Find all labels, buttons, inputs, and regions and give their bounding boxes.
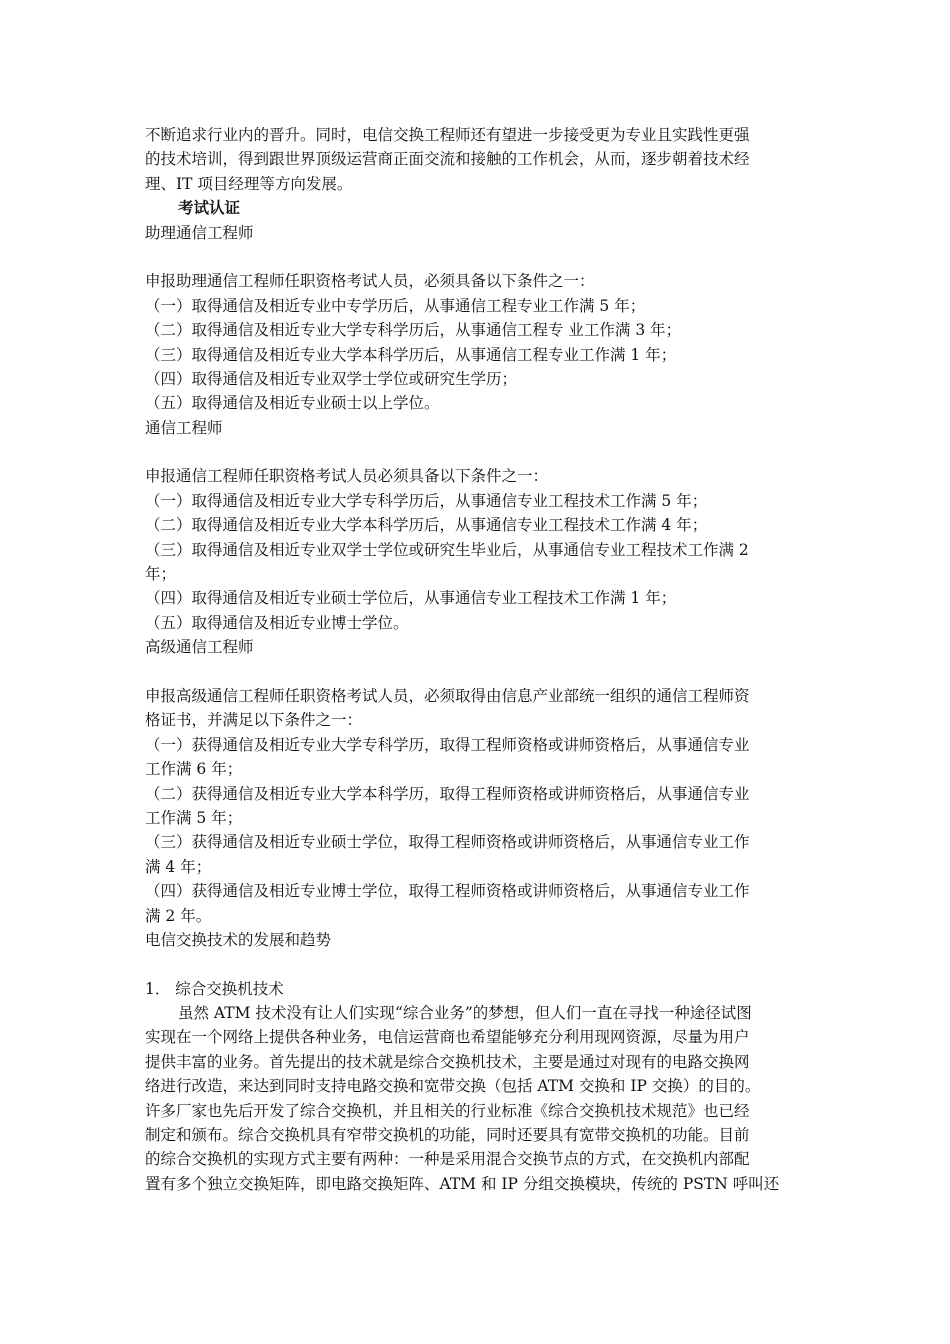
requirement-item: 工作满 6 年； bbox=[145, 760, 243, 779]
requirement-item: （四）取得通信及相近专业硕士学位后，从事通信专业工程技术工作满 1 年； bbox=[145, 589, 677, 608]
section-heading-certification: 考试认证 bbox=[178, 198, 241, 218]
requirement-item: 工作满 5 年； bbox=[145, 808, 243, 827]
subsection-title-assistant: 助理通信工程师 bbox=[145, 223, 254, 242]
spacer bbox=[145, 245, 807, 269]
spacer bbox=[145, 440, 807, 464]
body-text-line: 的技术培训，得到跟世界顶级运营商正面交流和接触的工作机会，从而，逐步朝着技术经 bbox=[145, 150, 750, 169]
body-text-line: 络进行改造，来达到同时支持电路交换和宽带交换（包括 ATM 交换和 IP 交换）的目的。 bbox=[145, 1077, 761, 1096]
requirement-item: （二）取得通信及相近专业大学专科学历后，从事通信工程专 业工作满 3 年； bbox=[145, 321, 682, 340]
body-text-line: 置有多个独立交换矩阵，即电路交换矩阵、ATM 和 IP 分组交换模块，传统的 PSTN 呼叫还 bbox=[145, 1174, 780, 1193]
requirement-item: （一）获得通信及相近专业大学专科学历，取得工程师资格或讲师资格后，从事通信专业 bbox=[145, 735, 750, 754]
body-text-line: 不断追求行业内的晋升。同时，电信交换工程师还有望进一步接受更为专业且实践性更强 bbox=[145, 126, 750, 144]
requirement-item: （三）取得通信及相近专业大学本科学历后，从事通信工程专业工作满 1 年； bbox=[145, 345, 677, 364]
requirement-item: （五）取得通信及相近专业硕士以上学位。 bbox=[145, 394, 440, 413]
body-text-line: 许多厂家也先后开发了综合交换机，并且相关的行业标准《综合交换机技术规范》也已经 bbox=[145, 1101, 750, 1120]
requirement-item: （五）取得通信及相近专业博士学位。 bbox=[145, 613, 409, 632]
requirement-item: 满 4 年； bbox=[145, 857, 212, 876]
requirements-lead: 申报高级通信工程师任职资格考试人员，必须取得由信息产业部统一组织的通信工程师资 bbox=[145, 686, 750, 705]
body-text-line: 虽然 ATM 技术没有让人们实现“综合业务”的梦想，但人们一直在寻找一种途径试图 bbox=[178, 1004, 752, 1023]
subsection-title-senior: 高级通信工程师 bbox=[145, 638, 254, 657]
body-text-line: 制定和颁布。综合交换机具有窄带交换机的功能，同时还要具有宽带交换机的功能。目前 bbox=[145, 1126, 750, 1145]
spacer bbox=[145, 660, 807, 684]
requirement-item: 满 2 年。 bbox=[145, 906, 212, 925]
body-text-line: 实现在一个网络上提供各种业务，电信运营商也希望能够充分利用现网资源，尽量为用户 bbox=[145, 1028, 750, 1047]
numbered-subheading: 1． 综合交换机技术 bbox=[145, 979, 284, 998]
subsection-title-engineer: 通信工程师 bbox=[145, 418, 223, 437]
requirement-item: （一）取得通信及相近专业大学专科学历后，从事通信专业工程技术工作满 5 年； bbox=[145, 491, 708, 510]
requirement-item: （三）取得通信及相近专业双学士学位或研究生毕业后，从事通信专业工程技术工作满 2 bbox=[145, 540, 749, 559]
document-page bbox=[145, 123, 807, 1196]
requirement-item: （四）获得通信及相近专业博士学位，取得工程师资格或讲师资格后，从事通信专业工作 bbox=[145, 882, 750, 901]
body-text-line: 理、IT 项目经理等方向发展。 bbox=[145, 174, 353, 193]
requirement-item: （四）取得通信及相近专业双学士学位或研究生学历； bbox=[145, 369, 518, 388]
requirement-item: （二）获得通信及相近专业大学本科学历，取得工程师资格或讲师资格后，从事通信专业 bbox=[145, 784, 750, 803]
requirements-lead: 申报通信工程师任职资格考试人员必须具备以下条件之一： bbox=[145, 467, 549, 486]
body-text-line: 的综合交换机的实现方式主要有两种：一种是采用混合交换节点的方式，在交换机内部配 bbox=[145, 1150, 750, 1169]
requirements-lead: 申报助理通信工程师任职资格考试人员，必须具备以下条件之一： bbox=[145, 272, 595, 291]
section-title-trend: 电信交换技术的发展和趋势 bbox=[145, 930, 332, 949]
requirement-item: （二）取得通信及相近专业大学本科学历后，从事通信专业工程技术工作满 4 年； bbox=[145, 516, 708, 535]
requirements-lead: 格证书，并满足以下条件之一： bbox=[145, 711, 363, 730]
requirement-item: （三）获得通信及相近专业硕士学位，取得工程师资格或讲师资格后，从事通信专业工作 bbox=[145, 833, 750, 852]
requirement-item: 年； bbox=[145, 565, 177, 584]
spacer bbox=[145, 952, 807, 976]
requirement-item: （一）取得通信及相近专业中专学历后，从事通信工程专业工作满 5 年； bbox=[145, 296, 646, 315]
body-text-line: 提供丰富的业务。首先提出的技术就是综合交换机技术，主要是通过对现有的电路交换网 bbox=[145, 1052, 750, 1071]
